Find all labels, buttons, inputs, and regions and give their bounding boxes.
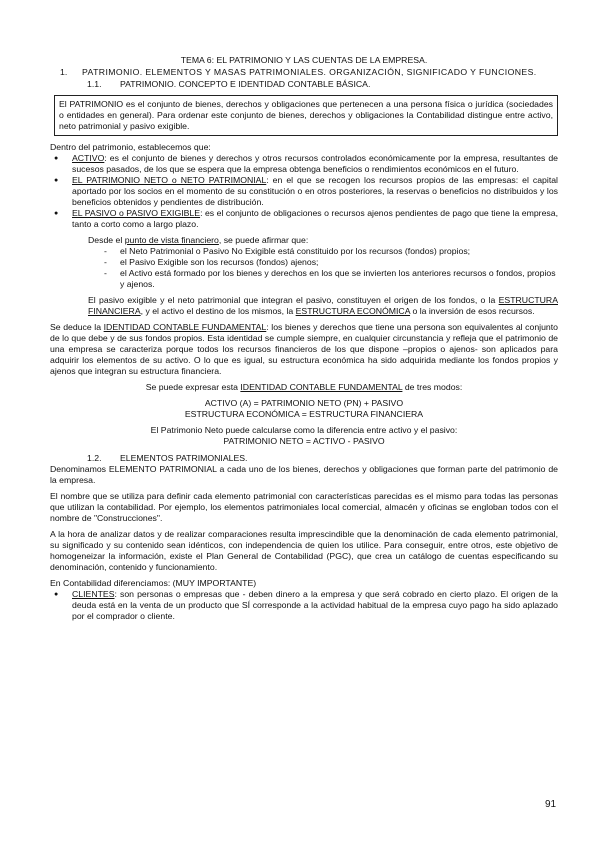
- analizar-paragraph: A la hora de analizar datos y de realizar comparaciones resulta imprescindible que la denominación de cada elemento patrimonial, su significado y su contenido sean idénticos, con independencia de quien los utilice. Para conseguir, entre otros, este objetivo de homogeneizar la información, existe el Plan General de Contabilidad (PGC), que crea un catálogo de cuentas especificando su denominación, contenido y funcionamiento.: [50, 529, 558, 572]
- bullet-clientes-text: : son personas o empresas que - deben dinero a la empresa y que será cobrado en cierto plazo. El origen de la deuda está en la venta de un producto que SÍ corresponde a la actividad habitual de la empresa cuyo pago ha sido aplazado por el comprador o cliente.: [72, 589, 558, 621]
- dash-item: - el Pasivo Exigible son los recursos (fondos) ajenos;: [120, 257, 558, 268]
- identity-term: IDENTIDAD CONTABLE FUNDAMENTAL: [103, 322, 267, 332]
- elemento-paragraph: Denominamos ELEMENTO PATRIMONIAL a cada uno de los bienes, derechos y obligaciones que forman parte del patrimonio de la empresa.: [50, 464, 558, 485]
- identity-paragraph: [50, 322, 558, 377]
- financial-intro-term: punto de vista financiero: [124, 235, 219, 245]
- bullet-pasivo: [72, 208, 558, 230]
- structure-text-c: o la inversión de esos recursos.: [410, 306, 535, 316]
- document-page: [50, 55, 558, 622]
- financial-intro: [50, 235, 558, 246]
- section-1-number: 1.: [60, 67, 68, 77]
- within-intro: Dentro del patrimonio, establecemos que:: [50, 142, 211, 152]
- bullet-pasivo-text: : es el conjunto de obligaciones o recursos ajenos pendientes de pago que tiene la empresa, tanto a corto como a largo plazo.: [72, 208, 558, 229]
- express-text-a: Se puede expresar esta: [145, 382, 241, 392]
- section-1-2-text: ELEMENTOS PATRIMONIALES.: [120, 453, 248, 463]
- estructura-economica-term: ESTRUCTURA ECONÓMICA: [295, 306, 411, 316]
- bullet-patrimonio-neto-term: EL PATRIMONIO NETO o NETO PATRIMONIAL: [72, 175, 267, 185]
- estructura-financiera-term: ESTRUCTURA FINANCIERA: [88, 295, 558, 316]
- bullet-pasivo-term: EL PASIVO o PASIVO EXIGIBLE: [72, 208, 201, 218]
- bullet-patrimonio-neto: [72, 175, 558, 208]
- equation-activo: ACTIVO (A) = PATRIMONIO NETO (PN) + PASIVO: [204, 398, 404, 408]
- equation-patrimonio-neto: PATRIMONIO NETO = ACTIVO - PASIVO: [223, 436, 385, 446]
- neto-line: El Patrimonio Neto puede calcularse como la diferencia entre activo y el pasivo:: [150, 425, 458, 435]
- section-1-2-heading: [50, 453, 558, 464]
- express-text-b: de tres modos:: [402, 382, 463, 392]
- financial-dash-list: [50, 246, 558, 290]
- structure-text-b: , y el activo el destino de los mismos, la: [140, 306, 296, 316]
- section-1-heading: [50, 67, 558, 78]
- bullet-patrimonio-neto-text: : en el que se recogen los recursos propios de las empresas: el capital aportado por los socios en el momento de su constitución o en otros posteriores, la reservas o beneficios no distribuidos y los beneficios obtenidos y pendientes de distribución.: [72, 175, 558, 207]
- financial-intro-post: , se puede afirmar que:: [218, 235, 309, 245]
- section-1-2-number: 1.2.: [87, 453, 102, 463]
- structure-text-a: El pasivo exigible y el neto patrimonial que integran el pasivo, constituyen el origen de los fondos, o la: [88, 295, 499, 305]
- section-1-1-heading: [50, 79, 558, 90]
- bullet-activo-text: : es el conjunto de bienes y derechos y otros recursos controlados económicamente por la empresa, resultantes de sucesos pasados, de los que se espera que la empresa obtenga beneficios o rendimientos económicos en el futuro.: [72, 153, 558, 174]
- equation-estructura: ESTRUCTURA ECONÓMICA = ESTRUCTURA FINANCIERA: [184, 409, 424, 419]
- clientes-list: [50, 589, 558, 622]
- section-1-1-text: PATRIMONIO. CONCEPTO E IDENTIDAD CONTABLE BÁSICA.: [120, 79, 371, 89]
- bullet-clientes: [72, 589, 558, 622]
- financial-intro-pre: Desde el: [88, 235, 125, 245]
- identity-text-b: : los bienes y derechos que tiene una persona son equivalentes al conjunto de lo que debe y de sus fondos propios. Esta identidad se cumple siempre, en cualquier circunstancia y refleja que el patrimonio de una empresa se caracteriza porque todos los recursos financieros de los que dispone –propios o ajenos- son aplicados para adquirir los elementos de su activo. O lo que es igual, su estructura económica ha sido adquirida mediante los fondos propios y ajenos que integran su estructura financiera.: [50, 322, 559, 376]
- page-number: 91: [545, 799, 557, 810]
- structure-paragraph: [50, 295, 558, 317]
- patrimonio-bullets: [50, 153, 558, 230]
- bullet-activo-term: ACTIVO: [72, 153, 105, 163]
- definition-box: El PATRIMONIO es el conjunto de bienes, derechos y obligaciones que pertenecen a una persona física o jurídica (sociedades o entidades en general). Para ordenar este conjunto de bienes, derechos y obligaciones la Contabilidad distingue entre activo, neto patrimonial y pasivo exigible.: [54, 95, 558, 136]
- nombre-paragraph: El nombre que se utiliza para definir cada elemento patrimonial con características parecidas es el mismo para todas las personas que utilizan la contabilidad. Por ejemplo, los elementos patrimoniales local comercial, almacén y oficinas se engloban todos con el nombre de "Construcciones".: [50, 491, 558, 523]
- bullet-clientes-term: CLIENTES: [72, 589, 115, 599]
- section-1-1-number: 1.1.: [87, 79, 102, 89]
- dash-item: - el Activo está formado por los bienes y derechos en los que se invierten los anteriores recursos o fondos, propios y ajenos.: [120, 268, 558, 290]
- identity-text-a: Se deduce la: [50, 322, 104, 332]
- express-term: IDENTIDAD CONTABLE FUNDAMENTAL: [240, 382, 403, 392]
- diferenciamos-line: En Contabilidad diferenciamos: (MUY IMPORTANTE): [50, 578, 257, 588]
- bullet-activo: [72, 153, 558, 175]
- document-title: TEMA 6: EL PATRIMONIO Y LAS CUENTAS DE LA EMPRESA.: [180, 55, 428, 65]
- section-1-text: PATRIMONIO. ELEMENTOS Y MASAS PATRIMONIALES. ORGANIZACIÓN, SIGNIFICADO Y FUNCIONES.: [82, 67, 537, 77]
- express-line: [50, 382, 558, 393]
- dash-item: - el Neto Patrimonial o Pasivo No Exigible está constituido por los recursos (fondos) propios;: [120, 246, 558, 257]
